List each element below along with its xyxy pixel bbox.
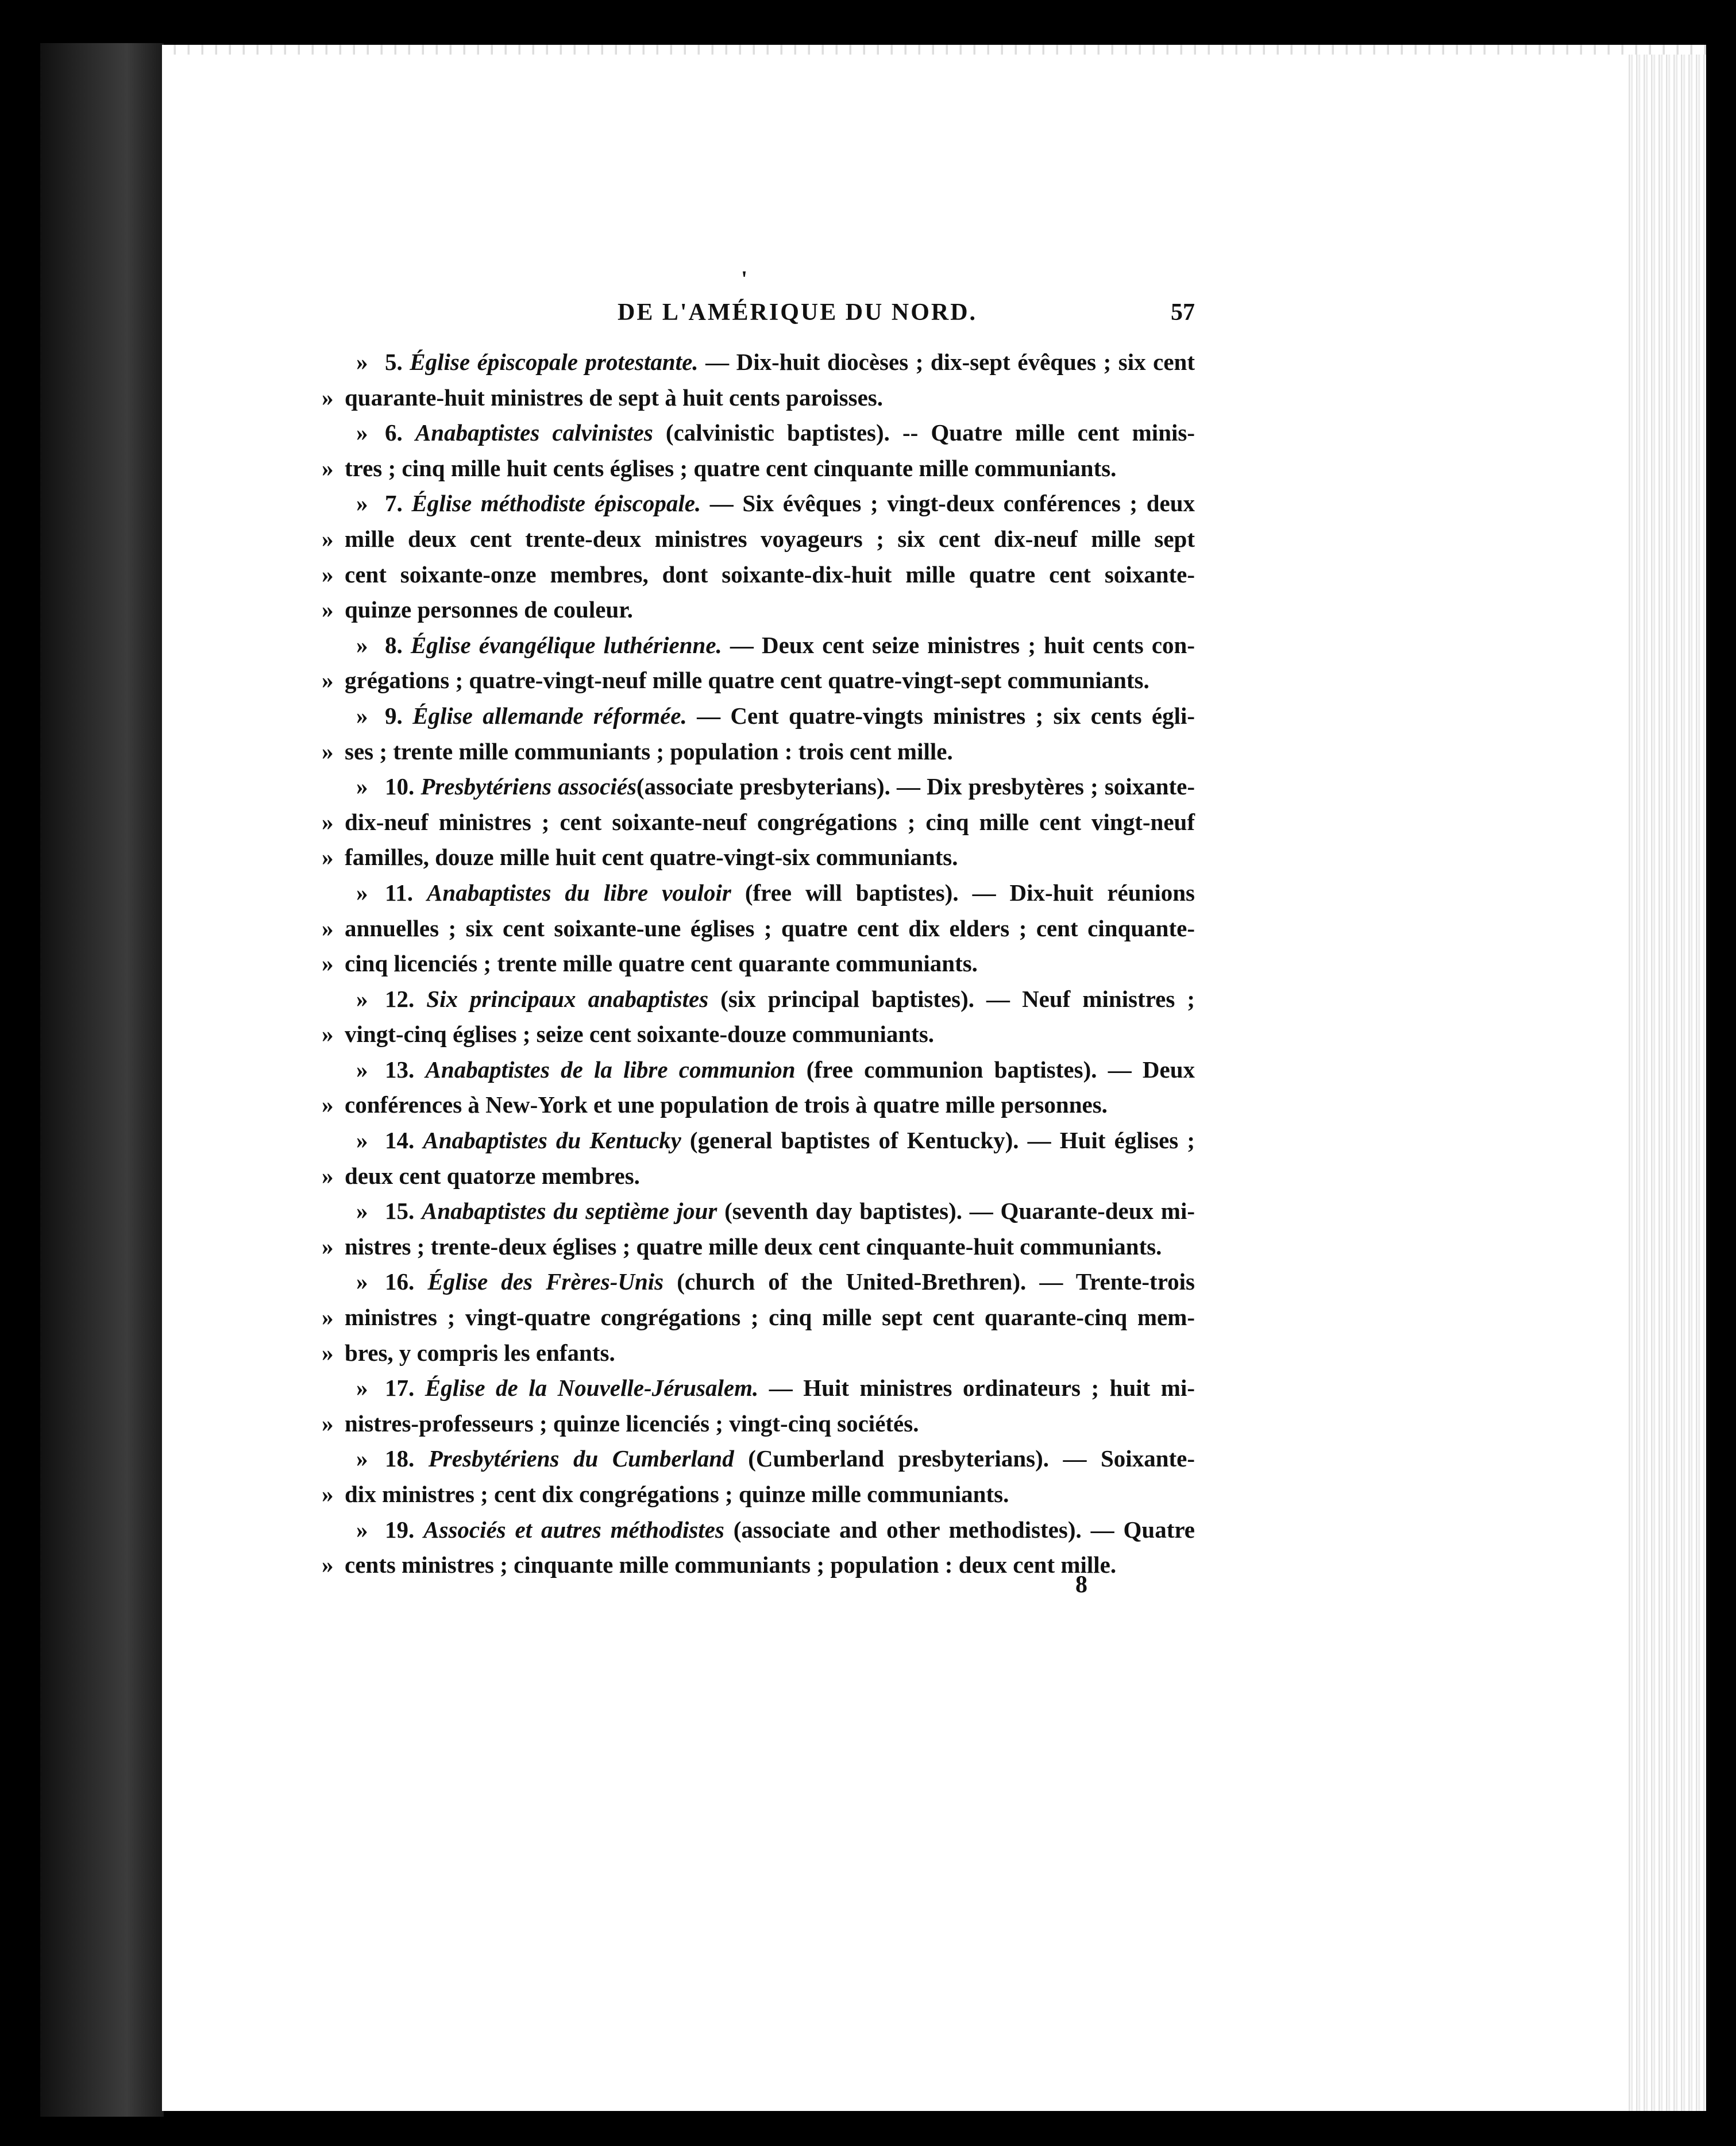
entry-text: nistres ; trente-deux églises ; quatre mille deux cent cinquante-huit communiants. bbox=[345, 1233, 1162, 1260]
entry-title: Église évangélique luthérienne. bbox=[410, 631, 722, 658]
entry-number: 19. bbox=[385, 1516, 415, 1543]
line-content bbox=[345, 1091, 1108, 1118]
entry-number: 11. bbox=[385, 879, 413, 906]
line-content bbox=[345, 1264, 1195, 1300]
text-line bbox=[345, 1123, 1195, 1159]
text-line bbox=[345, 628, 1195, 663]
line-content bbox=[345, 561, 1195, 588]
entry-text: grégations ; quatre-vingt-neuf mille quatre cent quatre-vingt-sept communiants. bbox=[345, 667, 1149, 694]
entry-number: 18. bbox=[385, 1445, 415, 1472]
line-content bbox=[345, 596, 633, 623]
text-line bbox=[322, 663, 1195, 698]
line-content bbox=[345, 1052, 1195, 1088]
text-line bbox=[345, 1441, 1195, 1477]
guillemet-mark: » bbox=[322, 844, 334, 871]
entry-text: ministres ; vingt-quatre congrégations ; cinq mille sept cent quarante-cinq mem- bbox=[345, 1304, 1195, 1331]
guillemet-mark: » bbox=[356, 1268, 368, 1295]
entry-text: (calvinistic baptistes). -- Quatre mille cent minis- bbox=[653, 419, 1195, 446]
line-content bbox=[345, 1194, 1195, 1229]
line-content bbox=[345, 1163, 640, 1189]
entry-text: (general baptistes of Kentucky). — Huit églises ; bbox=[681, 1127, 1195, 1154]
guillemet-mark: » bbox=[322, 596, 334, 623]
text-line bbox=[345, 875, 1195, 911]
entry-text: (six principal baptistes). — Neuf ministres ; bbox=[708, 985, 1195, 1012]
text-line bbox=[322, 1406, 1195, 1442]
entry-title: Église méthodiste épiscopale. bbox=[411, 490, 701, 517]
line-content bbox=[345, 1551, 1116, 1578]
line-content bbox=[345, 345, 1195, 380]
text-line bbox=[322, 1159, 1195, 1194]
line-content bbox=[345, 844, 958, 870]
guillemet-mark: » bbox=[322, 1091, 334, 1118]
text-line bbox=[322, 1547, 1195, 1583]
entry-title: Presbytériens associés bbox=[421, 773, 636, 800]
text-line bbox=[322, 1017, 1195, 1052]
entry-text: deux cent quatorze membres. bbox=[345, 1162, 640, 1189]
text-line bbox=[322, 911, 1195, 947]
line-content bbox=[345, 1233, 1162, 1260]
entry-text: (seventh day baptistes). — Quarante-deux mi- bbox=[717, 1198, 1195, 1225]
text-line bbox=[345, 1512, 1195, 1548]
line-content bbox=[345, 769, 1195, 805]
signature-mark: 8 bbox=[1075, 1572, 1087, 1598]
line-content bbox=[345, 1371, 1195, 1406]
guillemet-mark: » bbox=[356, 702, 368, 729]
entry-text: nistres-professeurs ; quinze licenciés ; vingt-cinq sociétés. bbox=[345, 1410, 919, 1437]
entry-text: — Huit ministres ordinateurs ; huit mi- bbox=[758, 1375, 1195, 1402]
entry-number: 7. bbox=[385, 490, 403, 517]
entry-title: Presbytériens du Cumberland bbox=[428, 1445, 734, 1472]
entry-text: cents ministres ; cinquante mille communiants ; population : deux cent mille. bbox=[345, 1551, 1117, 1578]
entry-text: (church of the United-Brethren). — Trente-trois bbox=[663, 1268, 1195, 1295]
entry-text: quarante-huit ministres de sept à huit cents paroisses. bbox=[345, 384, 883, 411]
line-content bbox=[345, 915, 1195, 941]
guillemet-mark: » bbox=[322, 1021, 334, 1048]
line-content bbox=[345, 1512, 1195, 1548]
guillemet-mark: » bbox=[322, 1481, 334, 1507]
entry-title: Associés et autres méthodistes bbox=[423, 1516, 724, 1543]
text-line bbox=[345, 1371, 1195, 1406]
entry-title: Six principaux anabaptistes bbox=[426, 985, 709, 1012]
entry-text: (free will baptistes). — Dix-huit réunions bbox=[731, 879, 1195, 906]
entry-text: ses ; trente mille communiants ; population : trois cent mille. bbox=[345, 738, 953, 765]
guillemet-mark: » bbox=[356, 985, 368, 1012]
line-content bbox=[345, 950, 978, 976]
running-head bbox=[618, 299, 1195, 333]
line-content bbox=[345, 384, 883, 411]
line-content bbox=[345, 809, 1195, 835]
text-line bbox=[345, 1052, 1195, 1088]
text-line bbox=[345, 982, 1195, 1017]
text-line bbox=[322, 1477, 1195, 1512]
entry-text: dix ministres ; cent dix congrégations ; quinze mille communiants. bbox=[345, 1481, 1009, 1507]
running-title: DE L'AMÉRIQUE DU NORD. bbox=[618, 299, 978, 326]
entry-text: — Dix-huit diocèses ; dix-sept évêques ; six cent bbox=[698, 349, 1195, 375]
text-line bbox=[322, 734, 1195, 770]
entry-text: dix-neuf ministres ; cent soixante-neuf congrégations ; cinq mille cent vingt-neuf bbox=[345, 808, 1195, 835]
text-line bbox=[322, 1229, 1195, 1265]
entry-text: mille deux cent trente-deux ministres voyageurs ; six cent dix-neuf mille sept bbox=[345, 525, 1195, 552]
entry-text: cinq licenciés ; trente mille quatre cent quarante communiants. bbox=[345, 950, 978, 977]
guillemet-mark: » bbox=[356, 1127, 368, 1154]
text-line bbox=[345, 345, 1195, 380]
guillemet-mark: » bbox=[322, 1551, 334, 1578]
text-line bbox=[322, 451, 1195, 487]
text-line bbox=[322, 1336, 1195, 1371]
entry-text: (Cumberland presbyterians). — Soixante- bbox=[734, 1445, 1195, 1472]
guillemet-mark: » bbox=[356, 1375, 368, 1402]
guillemet-mark: » bbox=[322, 914, 334, 941]
guillemet-mark: » bbox=[356, 773, 368, 800]
text-line bbox=[345, 486, 1195, 522]
text-line bbox=[345, 769, 1195, 805]
entry-number: 9. bbox=[385, 702, 403, 729]
entry-text: conférences à New-York et une population de trois à quatre mille personnes. bbox=[345, 1091, 1108, 1118]
text-line bbox=[322, 1087, 1195, 1123]
guillemet-mark: » bbox=[356, 1056, 368, 1083]
text-line bbox=[345, 1264, 1195, 1300]
guillemet-mark: » bbox=[356, 349, 368, 375]
entry-number: 13. bbox=[385, 1056, 415, 1083]
line-content bbox=[345, 486, 1195, 522]
guillemet-mark: » bbox=[356, 1516, 368, 1543]
line-content bbox=[345, 1021, 934, 1047]
guillemet-mark: » bbox=[322, 454, 334, 481]
entry-text: annuelles ; six cent soixante-une églises ; quatre cent dix elders ; cent cinquante- bbox=[345, 914, 1195, 941]
entry-number: 10. bbox=[385, 773, 415, 800]
entry-text: — Cent quatre-vingts ministres ; six cents égli- bbox=[686, 702, 1195, 729]
entry-text: — Six évêques ; vingt-deux conférences ; deux bbox=[701, 490, 1195, 517]
line-content bbox=[345, 1304, 1195, 1330]
entry-number: 12. bbox=[385, 985, 415, 1012]
entry-title: Anabaptistes de la libre communion bbox=[425, 1056, 796, 1083]
entry-number: 6. bbox=[385, 419, 403, 446]
guillemet-mark: » bbox=[322, 1304, 334, 1331]
guillemet-mark: » bbox=[356, 490, 368, 517]
page-fore-edge bbox=[1626, 55, 1706, 2111]
entry-number: 17. bbox=[385, 1375, 415, 1402]
guillemet-mark: » bbox=[322, 561, 334, 588]
text-line bbox=[322, 522, 1195, 557]
guillemet-mark: » bbox=[322, 808, 334, 835]
guillemet-mark: » bbox=[322, 384, 334, 411]
entry-number: 8. bbox=[385, 631, 403, 658]
entry-text: quinze personnes de couleur. bbox=[345, 596, 633, 623]
text-line bbox=[322, 380, 1195, 416]
page-number: 57 bbox=[1171, 299, 1195, 326]
text-line bbox=[345, 415, 1195, 451]
guillemet-mark: » bbox=[356, 631, 368, 658]
guillemet-mark: » bbox=[322, 667, 334, 694]
entry-number: 16. bbox=[385, 1268, 415, 1295]
text-line bbox=[345, 698, 1195, 734]
entry-number: 5. bbox=[385, 349, 403, 375]
entry-text: tres ; cinq mille huit cents églises ; quatre cent cinquante mille communiants. bbox=[345, 454, 1117, 481]
entry-title: Anabaptistes du libre vouloir bbox=[427, 879, 731, 906]
guillemet-mark: » bbox=[322, 950, 334, 977]
entry-title: Anabaptistes calvinistes bbox=[415, 419, 653, 446]
entry-number: 15. bbox=[385, 1198, 415, 1225]
text-line bbox=[322, 946, 1195, 982]
entry-text: vingt-cinq églises ; seize cent soixante-douze communiants. bbox=[345, 1021, 935, 1048]
line-content bbox=[345, 875, 1195, 911]
left-page-edge bbox=[40, 43, 164, 2117]
text-line bbox=[322, 1300, 1195, 1336]
guillemet-mark: » bbox=[322, 738, 334, 765]
entry-text: (free communion baptistes). — Deux bbox=[795, 1056, 1195, 1083]
line-content bbox=[345, 455, 1116, 481]
guillemet-mark: » bbox=[356, 419, 368, 446]
line-content bbox=[345, 1410, 919, 1437]
text-line bbox=[322, 557, 1195, 593]
guillemet-mark: » bbox=[356, 1445, 368, 1472]
entry-text: — Deux cent seize ministres ; huit cents con- bbox=[722, 631, 1195, 658]
line-content bbox=[345, 982, 1195, 1017]
guillemet-mark: » bbox=[322, 1410, 334, 1437]
line-content bbox=[345, 667, 1149, 693]
line-content bbox=[345, 1340, 615, 1366]
entry-text: cent soixante-onze membres, dont soixante-dix-huit mille quatre cent soixante- bbox=[345, 561, 1195, 588]
entry-text: (associate presbyterians). — Dix presbytères ; soixante- bbox=[636, 773, 1195, 800]
line-content bbox=[345, 628, 1195, 663]
text-line bbox=[345, 1194, 1195, 1229]
text-line bbox=[322, 592, 1195, 628]
line-content bbox=[345, 415, 1195, 451]
entry-text: bres, y compris les enfants. bbox=[345, 1339, 615, 1366]
entry-title: Église épiscopale protestante. bbox=[410, 349, 699, 375]
line-content bbox=[345, 1481, 1009, 1507]
line-content bbox=[345, 1441, 1195, 1477]
guillemet-mark: » bbox=[322, 1162, 334, 1189]
entry-title: Anabaptistes du Kentucky bbox=[423, 1127, 681, 1154]
entry-title: Église allemande réformée. bbox=[412, 702, 687, 729]
guillemet-mark: » bbox=[322, 1233, 334, 1260]
entry-title: Église des Frères-Unis bbox=[427, 1268, 664, 1295]
guillemet-mark: » bbox=[356, 1198, 368, 1225]
line-content bbox=[345, 526, 1195, 552]
entry-number: 14. bbox=[385, 1127, 415, 1154]
text-block bbox=[322, 345, 1195, 1583]
line-content bbox=[345, 738, 953, 765]
line-content bbox=[345, 698, 1195, 734]
text-line bbox=[322, 840, 1195, 875]
text-line bbox=[322, 805, 1195, 840]
entry-title: Anabaptistes du septième jour bbox=[422, 1198, 717, 1225]
guillemet-mark: » bbox=[322, 1339, 334, 1366]
entry-text: (associate and other methodistes). — Quatre bbox=[724, 1516, 1195, 1543]
guillemet-mark: » bbox=[356, 879, 368, 906]
entry-title: Église de la Nouvelle-Jérusalem. bbox=[425, 1375, 759, 1402]
entry-text: familles, douze mille huit cent quatre-vingt-six communiants. bbox=[345, 844, 958, 871]
guillemet-mark: » bbox=[322, 525, 334, 552]
stray-mark: ' bbox=[741, 266, 748, 292]
line-content bbox=[345, 1123, 1195, 1159]
